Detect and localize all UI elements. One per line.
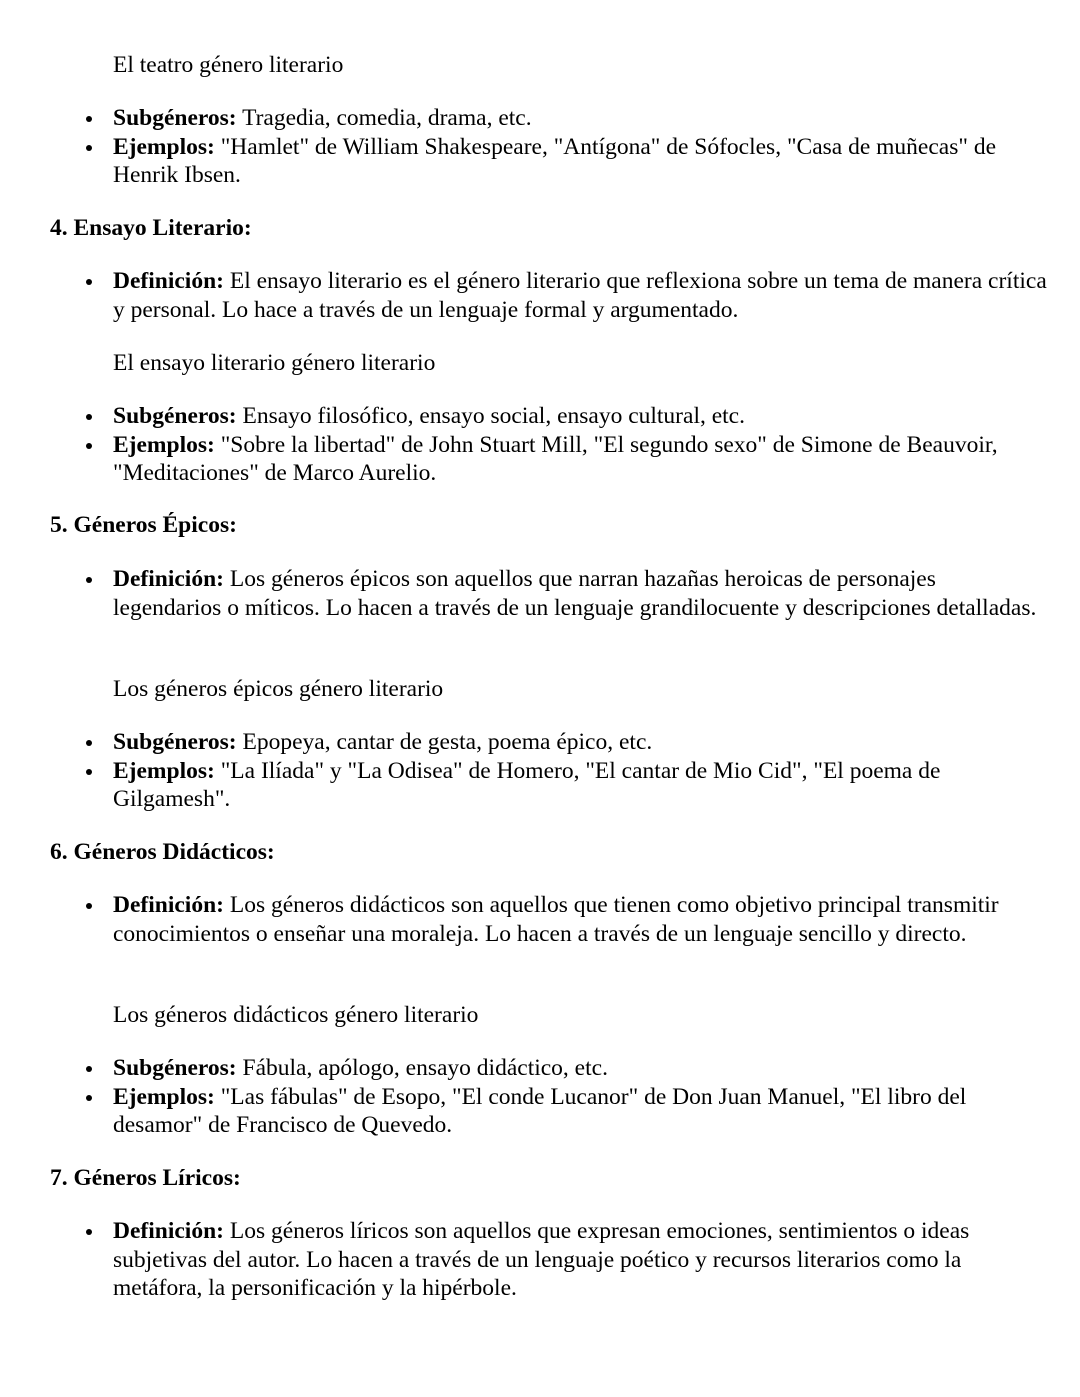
list-item xyxy=(113,1217,1048,1303)
list-item xyxy=(113,757,1048,814)
definicion-text: Los géneros didácticos son aquellos que tienen como objetivo principal transmitir conocimientos o enseñar una moraleja. Lo hacen a través de un lenguaje sencillo y directo. xyxy=(113,892,999,947)
definicion-text: Los géneros líricos son aquellos que expresan emociones, sentimientos o ideas subjetivas del autor. Lo hacen a través de un lenguaje poético y recursos literarios como la metáfora, la personificación y la hipérbole. xyxy=(113,1218,970,1301)
subgeneros-text: Epopeya, cantar de gesta, poema épico, etc. xyxy=(236,729,653,755)
list-item xyxy=(113,431,1048,488)
teatro-caption: El teatro género literario xyxy=(113,52,344,78)
ejemplos-label: Ejemplos: xyxy=(113,431,215,458)
ejemplos-text: "La Ilíada" y "La Odisea" de Homero, "El cantar de Mio Cid", "El poema de Gilgamesh". xyxy=(113,757,941,812)
liricos-definition-list xyxy=(113,1217,1048,1303)
list-item xyxy=(113,728,1048,757)
subgeneros-label: Subgéneros: xyxy=(113,403,237,429)
subgeneros-text: Ensayo filosófico, ensayo social, ensayo cultural, etc. xyxy=(236,403,745,429)
definicion-text: Los géneros épicos son aquellos que narran hazañas heroicas de personajes legendarios o míticos. Lo hacen a través de un lenguaje grandilocuente y descripciones detalladas. xyxy=(113,566,1037,621)
list-item xyxy=(113,1054,1048,1083)
subgeneros-label: Subgéneros: xyxy=(113,105,237,131)
ensayo-caption: El ensayo literario género literario xyxy=(113,350,436,376)
ensayo-definition-list xyxy=(113,267,1048,324)
didacticos-details-list xyxy=(113,1054,1048,1140)
epicos-details-list xyxy=(113,728,1048,814)
list-item xyxy=(113,1083,1048,1140)
definicion-label: Definición: xyxy=(113,268,224,294)
epicos-caption: Los géneros épicos género literario xyxy=(113,676,444,702)
section-heading-ensayo: 4. Ensayo Literario: xyxy=(50,215,252,241)
ejemplos-text: "Sobre la libertad" de John Stuart Mill, "El segundo sexo" de Simone de Beauvoir, "Meditaciones" de Marco Aurelio. xyxy=(113,431,998,486)
subgeneros-text: Tragedia, comedia, drama, etc. xyxy=(236,105,532,131)
section-heading-epicos: 5. Géneros Épicos: xyxy=(50,512,237,538)
list-item xyxy=(113,104,1048,133)
section-heading-didacticos: 6. Géneros Didácticos: xyxy=(50,839,275,865)
ejemplos-text: "Las fábulas" de Esopo, "El conde Lucanor" de Don Juan Manuel, "El libro del desamor" de Francisco de Quevedo. xyxy=(113,1083,967,1138)
list-item xyxy=(113,402,1048,431)
subgeneros-label: Subgéneros: xyxy=(113,729,237,755)
definicion-text: El ensayo literario es el género literario que reflexiona sobre un tema de manera crítica y personal. Lo hace a través de un lenguaje formal y argumentado. xyxy=(113,268,1047,323)
subgeneros-text: Fábula, apólogo, ensayo didáctico, etc. xyxy=(236,1055,608,1081)
ejemplos-label: Ejemplos: xyxy=(113,757,215,784)
section-heading-liricos: 7. Géneros Líricos: xyxy=(50,1165,241,1191)
list-item xyxy=(113,565,1048,622)
definicion-label: Definición: xyxy=(113,1218,224,1244)
ejemplos-text: "Hamlet" de William Shakespeare, "Antígona" de Sófocles, "Casa de muñecas" de Henrik Ibsen. xyxy=(113,133,997,188)
subgeneros-label: Subgéneros: xyxy=(113,1055,237,1081)
teatro-details-list xyxy=(113,104,1048,190)
list-item xyxy=(113,267,1048,324)
list-item xyxy=(113,133,1048,190)
ejemplos-label: Ejemplos: xyxy=(113,1083,215,1110)
epicos-definition-list xyxy=(113,565,1048,622)
didacticos-definition-list xyxy=(113,891,1048,948)
ejemplos-label: Ejemplos: xyxy=(113,133,215,160)
definicion-label: Definición: xyxy=(113,892,224,918)
list-item xyxy=(113,891,1048,948)
didacticos-caption: Los géneros didácticos género literario xyxy=(113,1002,479,1028)
definicion-label: Definición: xyxy=(113,566,224,592)
ensayo-details-list xyxy=(113,402,1048,488)
